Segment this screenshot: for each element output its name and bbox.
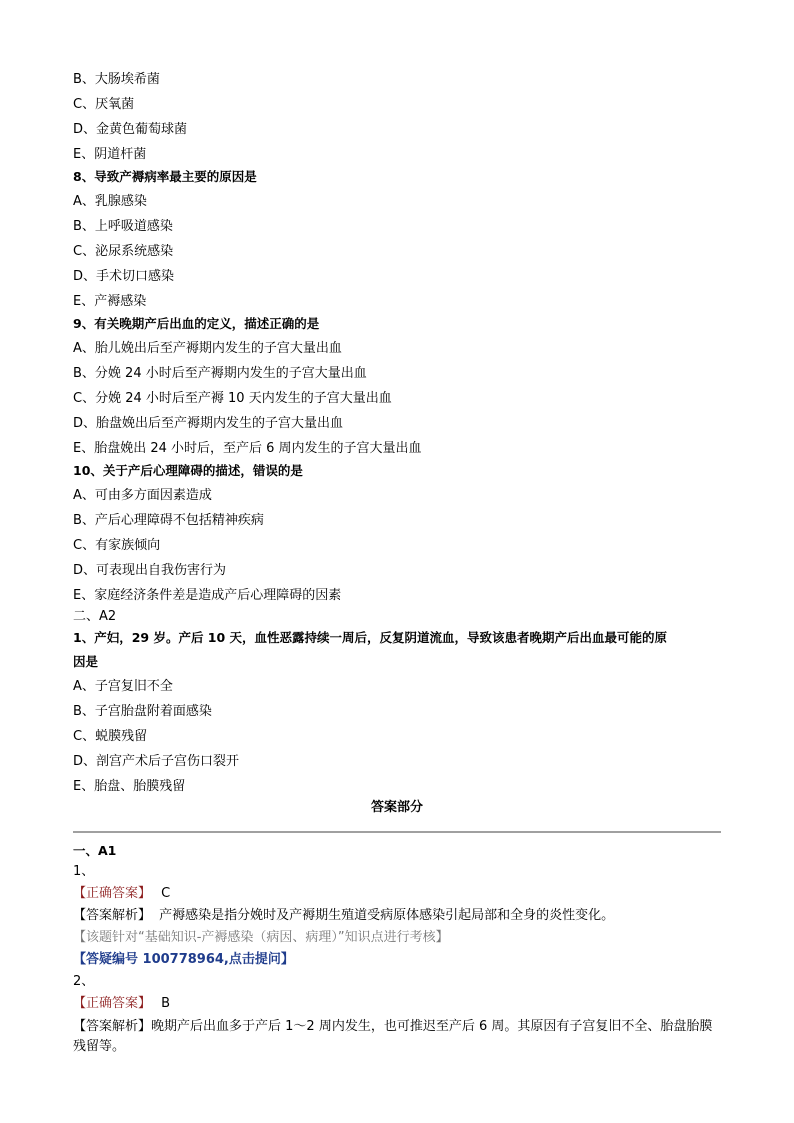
a2-q1-option-d: D、剖宫产术后子宫伤口裂开 — [73, 754, 240, 769]
answers-title: 答案部分 — [370, 800, 423, 815]
q9-option-b: B、分娩 24 小时后至产褥期内发生的子宫大量出血 — [73, 366, 367, 381]
q10-option-a: A、可由多方面因素造成 — [73, 488, 212, 503]
a2-q1-stem-line2: 因是 — [73, 654, 99, 669]
q7-option-d: D、金黄色葡萄球菌 — [73, 122, 188, 137]
q10-option-e: E、家庭经济条件差是造成产后心理障碍的因素 — [73, 588, 342, 603]
correct-answer-label: 【正确答案】 — [73, 886, 152, 901]
q8-option-b: B、上呼吸道感染 — [73, 219, 173, 234]
answer-2-analysis — [73, 1017, 723, 1057]
answer-1-question-id-link[interactable]: 【答疑编号 100778964,点击提问】 — [73, 952, 294, 967]
section-a2-heading: 二、A2 — [73, 609, 117, 624]
correct-answer-value: C — [161, 886, 171, 901]
analysis-label: 【答案解析】 — [73, 908, 152, 923]
q8-option-c: C、泌尿系统感染 — [73, 244, 174, 259]
q9-option-a: A、胎儿娩出后至产褥期内发生的子宫大量出血 — [73, 341, 342, 356]
q8-option-d: D、手术切口感染 — [73, 269, 175, 284]
q10-option-c: C、有家族倾向 — [73, 538, 161, 553]
answers-section-a1: 一、A1 — [73, 843, 117, 858]
analysis-text: 产褥感染是指分娩时及产褥期生殖道受病原体感染引起局部和全身的炎性变化。 — [159, 908, 615, 923]
q9-option-e: E、胎盘娩出 24 小时后，至产后 6 周内发生的子宫大量出血 — [73, 441, 422, 456]
q10-option-b: B、产后心理障碍不包括精神疾病 — [73, 513, 264, 528]
section-divider — [73, 831, 721, 833]
q7-option-b: B、大肠埃希菌 — [73, 72, 160, 87]
q9-stem: 9、有关晚期产后出血的定义，描述正确的是 — [73, 316, 320, 331]
analysis-label: 【答案解析】 — [73, 1019, 152, 1034]
q7-option-c: C、厌氧菌 — [73, 97, 135, 112]
answer-1-knowledge-point: 【该题针对“基础知识-产褥感染（病因、病理）”知识点进行考核】 — [73, 930, 449, 945]
correct-answer-value: B — [161, 996, 171, 1011]
a2-q1-option-e: E、胎盘、胎膜残留 — [73, 779, 186, 794]
a2-q1-stem-line1: 1、产妇，29 岁。产后 10 天，血性恶露持续一周后，反复阴道流血，导致该患者晚期产后出血最可能的原 — [73, 630, 668, 645]
a2-q1-option-c: C、蜕膜残留 — [73, 729, 148, 744]
analysis-text: 晚期产后出血多于产后 1～2 周内发生，也可推迟至产后 6 周。其原因有子宫复旧不全、胎盘胎膜残留等。 — [73, 1019, 713, 1054]
correct-answer-label: 【正确答案】 — [73, 996, 152, 1011]
answer-1-correct — [73, 886, 170, 902]
q8-option-e: E、产褥感染 — [73, 294, 147, 309]
q9-option-d: D、胎盘娩出后至产褥期内发生的子宫大量出血 — [73, 416, 344, 431]
a2-q1-option-a: A、子宫复旧不全 — [73, 679, 173, 694]
q8-stem: 8、导致产褥病率最主要的原因是 — [73, 169, 257, 184]
answer-2-correct — [73, 996, 170, 1012]
answer-2-number: 2、 — [73, 974, 95, 989]
q8-option-a: A、乳腺感染 — [73, 194, 147, 209]
answer-1-number: 1、 — [73, 864, 95, 879]
q9-option-c: C、分娩 24 小时后至产褥 10 天内发生的子宫大量出血 — [73, 391, 392, 406]
q10-stem: 10、关于产后心理障碍的描述，错误的是 — [73, 463, 303, 478]
q10-option-d: D、可表现出自我伤害行为 — [73, 563, 227, 578]
answer-1-analysis — [73, 908, 614, 924]
q7-option-e: E、阴道杆菌 — [73, 147, 147, 162]
a2-q1-option-b: B、子宫胎盘附着面感染 — [73, 704, 212, 719]
